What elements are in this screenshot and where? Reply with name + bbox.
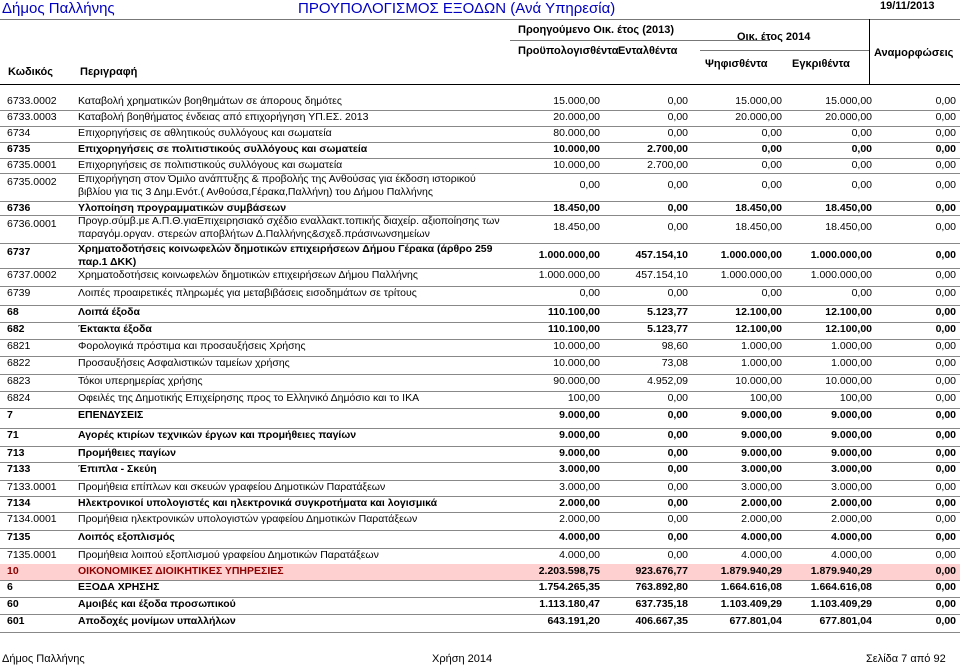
table-row xyxy=(0,428,960,446)
table-row xyxy=(0,446,960,462)
row-code: 682 xyxy=(7,323,25,335)
row-voted: 0,00 xyxy=(761,127,782,139)
row-voted: 3.000,00 xyxy=(741,481,782,493)
row-description: Έκτακτα έξοδα xyxy=(78,323,152,335)
municipality-name: Δήμος Παλλήνης xyxy=(2,0,115,17)
row-budgeted: 10.000,00 xyxy=(553,357,600,369)
row-ordered: 0,00 xyxy=(667,95,688,107)
row-approved: 4.000,00 xyxy=(831,531,872,543)
row-voted: 3.000,00 xyxy=(741,463,782,475)
row-approved: 3.000,00 xyxy=(831,463,872,475)
row-ordered: 0,00 xyxy=(667,497,688,509)
row-code: 6733.0002 xyxy=(7,95,57,107)
table-row xyxy=(0,391,960,408)
table-row xyxy=(0,126,960,142)
row-budgeted: 4.000,00 xyxy=(559,531,600,543)
row-code: 713 xyxy=(7,447,25,459)
row-approved: 0,00 xyxy=(851,159,872,171)
row-adjustments: 0,00 xyxy=(935,615,956,627)
row-budgeted: 9.000,00 xyxy=(559,429,600,441)
row-adjustments: 0,00 xyxy=(935,598,956,610)
row-adjustments: 0,00 xyxy=(935,497,956,509)
row-budgeted: 1.754.265,35 xyxy=(538,581,600,593)
row-voted: 9.000,00 xyxy=(741,447,782,459)
row-approved: 2.000,00 xyxy=(831,497,872,509)
table-row xyxy=(0,512,960,530)
row-description: Υλοποίηση προγραμματικών συμβάσεων xyxy=(78,202,287,214)
row-approved: 18.450,00 xyxy=(825,202,872,214)
row-description-cont: βιβλίου για τις 3 Δημ.Ενότ.( Ανθούσα,Γέρακα,Παλλήνη) του Δήμου Παλλήνης xyxy=(78,186,433,198)
row-voted: 20.000,00 xyxy=(735,111,782,123)
row-adjustments: 0,00 xyxy=(935,581,956,593)
row-approved: 20.000,00 xyxy=(825,111,872,123)
row-budgeted: 0,00 xyxy=(579,287,600,299)
row-description: Προσαυξήσεις Ασφαλιστικών ταμείων χρήσης xyxy=(78,357,290,369)
row-approved: 1.000.000,00 xyxy=(810,249,872,261)
table-row xyxy=(0,496,960,512)
table-row xyxy=(0,356,960,374)
row-ordered: 2.700,00 xyxy=(647,159,688,171)
row-code: 6735 xyxy=(7,143,31,155)
report-date: 19/11/2013 xyxy=(880,0,935,12)
row-code: 6821 xyxy=(7,340,31,352)
table-row xyxy=(0,614,960,632)
row-code: 6736.0001 xyxy=(7,218,57,230)
col-budgeted-header: Προϋπολογισθέντα xyxy=(518,45,619,57)
row-description: Προμήθειες παγίων xyxy=(78,447,176,459)
col-ordered-header: Ενταλθέντα xyxy=(618,45,678,57)
row-code: 7134.0001 xyxy=(7,513,57,525)
row-description: Επιχορηγήσεις σε πολιτιστικούς συλλόγους και σωματεία xyxy=(78,143,368,155)
row-adjustments: 0,00 xyxy=(935,429,956,441)
table-row xyxy=(0,548,960,564)
row-code: 7133 xyxy=(7,463,31,475)
row-approved: 0,00 xyxy=(851,287,872,299)
table-row xyxy=(0,374,960,391)
table-row xyxy=(0,462,960,480)
row-code: 7133.0001 xyxy=(7,481,57,493)
row-code: 10 xyxy=(7,565,19,577)
row-approved: 1.000,00 xyxy=(831,340,872,352)
row-adjustments: 0,00 xyxy=(935,202,956,214)
row-ordered: 0,00 xyxy=(667,463,688,475)
table-row xyxy=(0,215,960,243)
row-code: 6735.0002 xyxy=(7,176,57,188)
row-approved: 1.879.940,29 xyxy=(810,565,872,577)
row-budgeted: 1.000.000,00 xyxy=(538,249,600,261)
col-desc-header: Περιγραφή xyxy=(80,66,138,78)
row-code: 60 xyxy=(7,598,19,610)
row-description: Φορολογικά πρόστιμα και προσαυξήσεις Χρήσης xyxy=(78,340,306,352)
row-code: 6735.0001 xyxy=(7,159,57,171)
row-approved: 12.100,00 xyxy=(825,306,872,318)
row-approved: 677.801,04 xyxy=(819,615,872,627)
row-description: Χρηματοδοτήσεις κοινωφελών δημοτικών επιχειρήσεων Δήμου Παλλήνης xyxy=(78,269,418,281)
row-budgeted: 1.000.000,00 xyxy=(538,269,600,281)
row-description-cont: παραγόμ.οργαν. στερεών αποβλήτων Δ.Παλλήνης&σχεδ.πράσινωνσημείων xyxy=(78,228,430,240)
row-description: Καταβολή χρηματικών βοηθημάτων σε άπορους δημότες xyxy=(78,95,342,107)
row-approved: 0,00 xyxy=(851,179,872,191)
row-code: 71 xyxy=(7,429,19,441)
row-voted: 18.450,00 xyxy=(735,221,782,233)
row-ordered: 73,08 xyxy=(661,357,688,369)
row-voted: 1.664.616,08 xyxy=(720,581,782,593)
row-voted: 1.103.409,29 xyxy=(720,598,782,610)
row-adjustments: 0,00 xyxy=(935,463,956,475)
col-adjust-header: Αναμορφώσεις xyxy=(874,47,954,59)
row-approved: 9.000,00 xyxy=(831,409,872,421)
row-budgeted: 3.000,00 xyxy=(559,481,600,493)
row-ordered: 0,00 xyxy=(667,392,688,404)
row-voted: 1.000,00 xyxy=(741,340,782,352)
row-description: Προμήθεια επίπλων και σκευών γραφείου Δημοτικών Παρατάξεων xyxy=(78,481,386,493)
row-ordered: 0,00 xyxy=(667,202,688,214)
row-ordered: 98,60 xyxy=(661,340,688,352)
table-row xyxy=(0,597,960,614)
row-code: 6 xyxy=(7,581,13,593)
row-approved: 10.000,00 xyxy=(825,375,872,387)
table-row xyxy=(0,580,960,597)
row-budgeted: 110.100,00 xyxy=(548,323,600,335)
row-voted: 2.000,00 xyxy=(741,497,782,509)
row-adjustments: 0,00 xyxy=(935,447,956,459)
row-voted: 9.000,00 xyxy=(741,409,782,421)
row-description: Οφειλές της Δημοτικής Επιχείρησης προς το Ελληνικό Δημόσιο και το ΙΚΑ xyxy=(78,392,420,404)
row-code: 68 xyxy=(7,306,19,318)
row-budgeted: 2.203.598,75 xyxy=(538,565,600,577)
row-code: 6737 xyxy=(7,246,31,258)
row-voted: 677.801,04 xyxy=(729,615,782,627)
row-code: 7134 xyxy=(7,497,31,509)
row-ordered: 2.700,00 xyxy=(647,143,688,155)
row-code: 6739 xyxy=(7,287,31,299)
row-budgeted: 80.000,00 xyxy=(553,127,600,139)
table-row xyxy=(0,564,960,580)
row-adjustments: 0,00 xyxy=(935,159,956,171)
row-adjustments: 0,00 xyxy=(935,306,956,318)
row-description: ΟΙΚΟΝΟΜΙΚΕΣ ΔΙΟΙΚΗΤΙΚΕΣ ΥΠΗΡΕΣΙΕΣ xyxy=(78,565,284,577)
row-adjustments: 0,00 xyxy=(935,531,956,543)
row-ordered: 0,00 xyxy=(667,513,688,525)
table-row xyxy=(0,94,960,110)
row-budgeted: 1.113.180,47 xyxy=(539,598,600,610)
table-row xyxy=(0,268,960,286)
row-voted: 100,00 xyxy=(749,392,782,404)
row-approved: 100,00 xyxy=(839,392,872,404)
row-voted: 0,00 xyxy=(761,179,782,191)
row-ordered: 0,00 xyxy=(667,221,688,233)
row-code: 6736 xyxy=(7,202,31,214)
row-approved: 15.000,00 xyxy=(825,95,872,107)
row-budgeted: 18.450,00 xyxy=(553,221,600,233)
row-divider xyxy=(0,632,960,633)
row-budgeted: 9.000,00 xyxy=(559,447,600,459)
row-adjustments: 0,00 xyxy=(935,221,956,233)
row-adjustments: 0,00 xyxy=(935,357,956,369)
row-description: Λοιπά έξοδα xyxy=(78,306,140,318)
row-code: 7135.0001 xyxy=(7,549,57,561)
row-adjustments: 0,00 xyxy=(935,111,956,123)
row-ordered: 0,00 xyxy=(667,287,688,299)
row-voted: 15.000,00 xyxy=(735,95,782,107)
row-budgeted: 643.191,20 xyxy=(547,615,600,627)
row-approved: 1.000.000,00 xyxy=(810,269,872,281)
row-ordered: 0,00 xyxy=(667,531,688,543)
row-code: 6824 xyxy=(7,392,31,404)
row-ordered: 0,00 xyxy=(667,549,688,561)
row-budgeted: 3.000,00 xyxy=(559,463,600,475)
row-voted: 0,00 xyxy=(761,159,782,171)
row-voted: 9.000,00 xyxy=(741,429,782,441)
row-budgeted: 2.000,00 xyxy=(559,513,600,525)
table-row xyxy=(0,339,960,356)
row-approved: 0,00 xyxy=(851,143,872,155)
row-adjustments: 0,00 xyxy=(935,127,956,139)
row-budgeted: 4.000,00 xyxy=(559,549,600,561)
row-budgeted: 110.100,00 xyxy=(548,306,600,318)
row-approved: 9.000,00 xyxy=(831,447,872,459)
table-row xyxy=(0,408,960,428)
row-description: Αμοιβές και έξοδα προσωπικού xyxy=(78,598,236,610)
header-rule-mid xyxy=(510,40,770,41)
table-row xyxy=(0,305,960,322)
row-voted: 1.879.940,29 xyxy=(720,565,782,577)
footer-page-number: Σελίδα 7 από 92 xyxy=(866,653,946,665)
table-row xyxy=(0,530,960,548)
row-adjustments: 0,00 xyxy=(935,549,956,561)
row-description: Επιχορήγηση στον Όμιλο ανάπτυξης & προβολής της Ανθούσας για έκδοση ιστορικού xyxy=(78,173,476,185)
row-code: 6737.0002 xyxy=(7,269,57,281)
row-code: 6823 xyxy=(7,375,31,387)
row-voted: 12.100,00 xyxy=(735,323,782,335)
row-description: Ηλεκτρονικοί υπολογιστές και ηλεκτρονικά συγκροτήματα και λογισμικά xyxy=(78,497,438,509)
row-budgeted: 9.000,00 xyxy=(559,409,600,421)
row-code: 7 xyxy=(7,409,13,421)
row-ordered: 0,00 xyxy=(667,127,688,139)
row-budgeted: 15.000,00 xyxy=(553,95,600,107)
row-ordered: 0,00 xyxy=(667,111,688,123)
row-adjustments: 0,00 xyxy=(935,287,956,299)
row-approved: 2.000,00 xyxy=(831,513,872,525)
row-description: Λοιπές προαιρετικές πληρωμές για μεταβιβάσεις εισοδημάτων σε τρίτους xyxy=(78,287,417,299)
row-description: Λοιπός εξοπλισμός xyxy=(78,531,175,543)
row-ordered: 457.154,10 xyxy=(635,249,688,261)
row-ordered: 5.123,77 xyxy=(647,306,688,318)
row-approved: 4.000,00 xyxy=(831,549,872,561)
row-description: Προμήθεια ηλεκτρονικών υπολογιστών γραφείου Δημοτικών Παρατάξεων xyxy=(78,513,418,525)
col-code-header: Κωδικός xyxy=(8,66,53,78)
table-row xyxy=(0,243,960,268)
row-approved: 1.664.616,08 xyxy=(810,581,872,593)
row-voted: 0,00 xyxy=(761,143,782,155)
table-row xyxy=(0,142,960,158)
row-description: Αποδοχές μονίμων υπαλλήλων xyxy=(78,615,236,627)
row-voted: 1.000.000,00 xyxy=(720,249,782,261)
row-approved: 9.000,00 xyxy=(831,429,872,441)
row-budgeted: 2.000,00 xyxy=(559,497,600,509)
header-rule-mid2 xyxy=(700,50,870,51)
table-row xyxy=(0,286,960,305)
row-budgeted: 18.450,00 xyxy=(553,202,600,214)
row-budgeted: 90.000,00 xyxy=(553,375,600,387)
row-description: Επιχορηγήσεις σε αθλητικούς συλλόγους και σωματεία xyxy=(78,127,332,139)
row-voted: 18.450,00 xyxy=(735,202,782,214)
header-rule-top xyxy=(0,19,960,20)
col-voted-header: Ψηφισθέντα xyxy=(705,58,768,70)
row-adjustments: 0,00 xyxy=(935,392,956,404)
table-row xyxy=(0,110,960,126)
row-ordered: 637.735,18 xyxy=(635,598,688,610)
row-budgeted: 10.000,00 xyxy=(553,340,600,352)
row-approved: 18.450,00 xyxy=(825,221,872,233)
row-description: Χρηματοδοτήσεις κοινωφελών δημοτικών επιχειρήσεων Δήμου Γέρακα (άρθρο 259 xyxy=(78,243,493,255)
row-budgeted: 20.000,00 xyxy=(553,111,600,123)
row-description: Προγρ.σύμβ.με Α.Π.Θ.γιαΕπιχειρησιακό σχέδιο εναλλακτ.τοπικής διαχείρ. αξιοποίησης των xyxy=(78,215,500,227)
row-adjustments: 0,00 xyxy=(935,513,956,525)
row-adjustments: 0,00 xyxy=(935,340,956,352)
prev-year-header: Προηγούμενο Οικ. έτος (2013) xyxy=(518,24,674,36)
row-ordered: 0,00 xyxy=(667,481,688,493)
row-ordered: 763.892,80 xyxy=(635,581,688,593)
row-budgeted: 0,00 xyxy=(579,179,600,191)
row-adjustments: 0,00 xyxy=(935,565,956,577)
row-budgeted: 10.000,00 xyxy=(553,159,600,171)
table-row xyxy=(0,173,960,201)
row-ordered: 0,00 xyxy=(667,409,688,421)
row-code: 6733.0003 xyxy=(7,111,57,123)
row-approved: 1.103.409,29 xyxy=(810,598,872,610)
row-description: Προμήθεια λοιπού εξοπλισμού γραφείου Δημοτικών Παρατάξεων xyxy=(78,549,379,561)
row-budgeted: 10.000,00 xyxy=(553,143,600,155)
row-voted: 12.100,00 xyxy=(735,306,782,318)
row-description: Καταβολή βοηθήματος ένδειας από επιχορήγηση ΥΠ.ΕΣ. 2013 xyxy=(78,111,369,123)
row-approved: 0,00 xyxy=(851,127,872,139)
page-title: ΠΡΟΥΠΟΛΟΓΙΣΜΟΣ ΕΞΟΔΩΝ (Ανά Υπηρεσία) xyxy=(298,0,616,17)
footer-municipality: Δήμος Παλλήνης xyxy=(2,653,85,665)
row-ordered: 4.952,09 xyxy=(647,375,688,387)
row-code: 6734 xyxy=(7,127,31,139)
table-row xyxy=(0,480,960,496)
row-ordered: 0,00 xyxy=(667,447,688,459)
row-code: 7135 xyxy=(7,531,31,543)
row-ordered: 5.123,77 xyxy=(647,323,688,335)
col-approved-header: Εγκριθέντα xyxy=(792,58,850,70)
row-adjustments: 0,00 xyxy=(935,323,956,335)
header-col-divider xyxy=(869,19,870,84)
row-voted: 4.000,00 xyxy=(741,549,782,561)
row-approved: 12.100,00 xyxy=(825,323,872,335)
row-description: Αγορές κτιρίων τεχνικών έργων και προμήθειες παγίων xyxy=(78,429,357,441)
row-description: ΕΞΟΔΑ ΧΡΗΣΗΣ xyxy=(78,581,160,593)
header-rule-bottom xyxy=(0,84,960,85)
row-description: Έπιπλα - Σκεύη xyxy=(78,463,157,475)
table-row xyxy=(0,322,960,339)
row-ordered: 923.676,77 xyxy=(635,565,688,577)
row-voted: 0,00 xyxy=(761,287,782,299)
row-voted: 10.000,00 xyxy=(735,375,782,387)
row-voted: 2.000,00 xyxy=(741,513,782,525)
row-code: 601 xyxy=(7,615,25,627)
row-description: Επιχορηγήσεις σε πολιτιστικούς συλλόγους και σωματεία xyxy=(78,159,343,171)
row-adjustments: 0,00 xyxy=(935,409,956,421)
row-ordered: 406.667,35 xyxy=(635,615,688,627)
row-approved: 3.000,00 xyxy=(831,481,872,493)
row-description: Τόκοι υπερημερίας χρήσης xyxy=(78,375,203,387)
row-voted: 4.000,00 xyxy=(741,531,782,543)
row-ordered: 0,00 xyxy=(667,429,688,441)
row-budgeted: 100,00 xyxy=(567,392,600,404)
row-code: 6822 xyxy=(7,357,31,369)
table-row xyxy=(0,158,960,173)
row-ordered: 457.154,10 xyxy=(635,269,688,281)
row-adjustments: 0,00 xyxy=(935,143,956,155)
row-ordered: 0,00 xyxy=(667,179,688,191)
row-adjustments: 0,00 xyxy=(935,95,956,107)
row-approved: 1.000,00 xyxy=(831,357,872,369)
row-adjustments: 0,00 xyxy=(935,269,956,281)
row-adjustments: 0,00 xyxy=(935,249,956,261)
footer-fiscal-year: Χρήση 2014 xyxy=(432,653,493,665)
row-adjustments: 0,00 xyxy=(935,179,956,191)
row-voted: 1.000.000,00 xyxy=(720,269,782,281)
curr-year-header: Οικ. έτος 2014 xyxy=(737,31,811,43)
row-voted: 1.000,00 xyxy=(741,357,782,369)
row-description: ΕΠΕΝΔΥΣΕΙΣ xyxy=(78,409,144,421)
table-row xyxy=(0,201,960,215)
row-description-cont: παρ.1 ΔΚΚ) xyxy=(78,256,137,268)
row-adjustments: 0,00 xyxy=(935,481,956,493)
row-adjustments: 0,00 xyxy=(935,375,956,387)
